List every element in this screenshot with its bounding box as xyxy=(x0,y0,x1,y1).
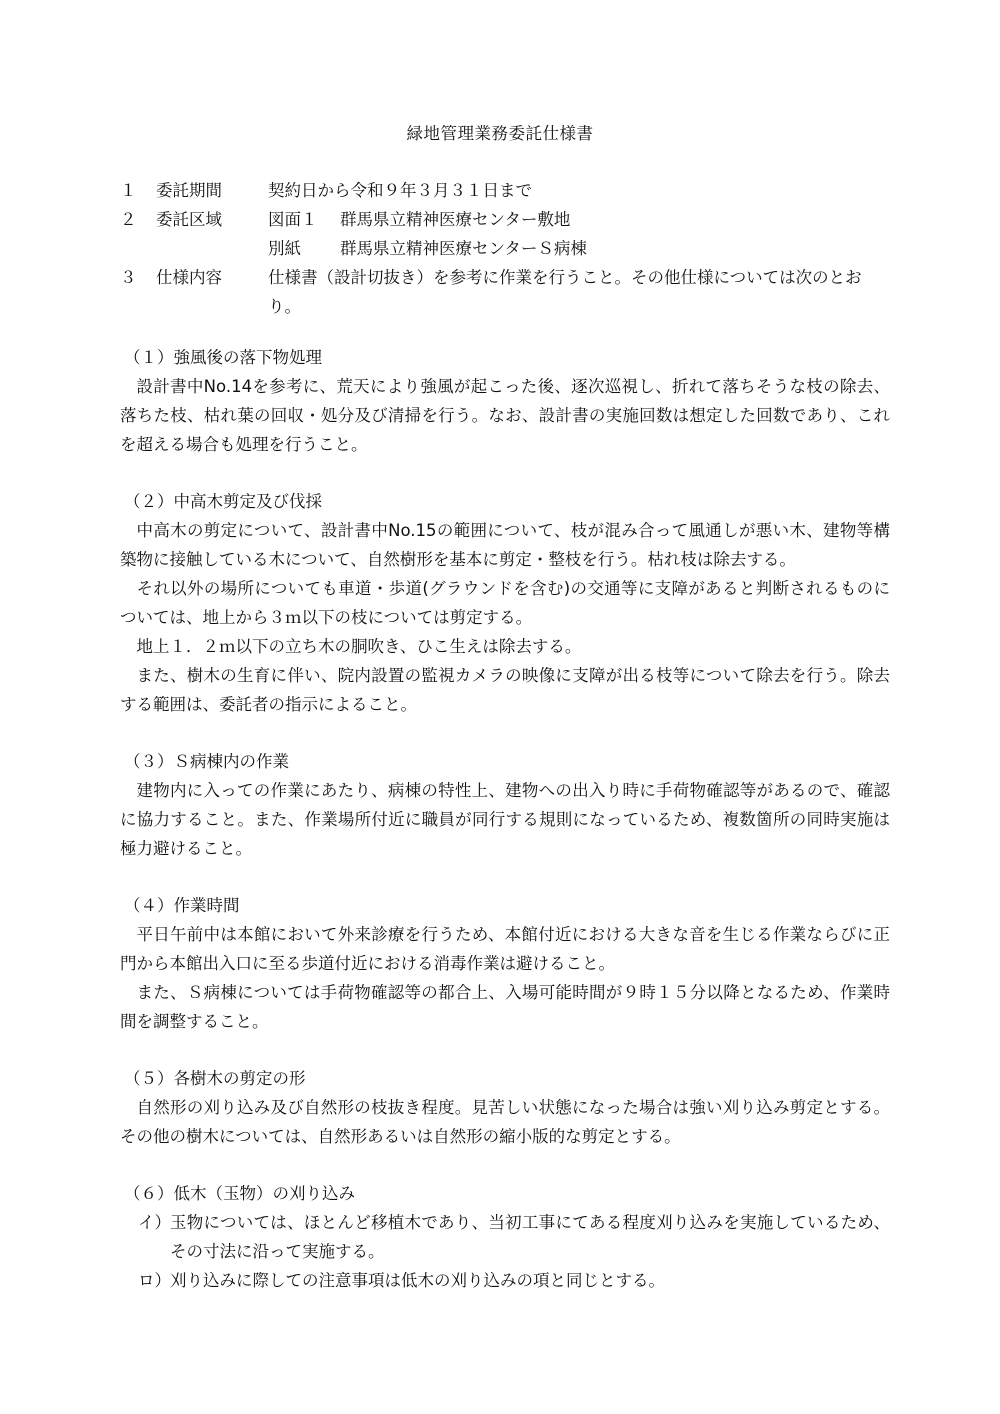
section-paragraph: また、Ｓ病棟については手荷物確認等の都合上、入場可能時間が９時１５分以降となるため、作業時間を調整すること。 xyxy=(120,983,890,1031)
item-number: １ xyxy=(120,181,137,200)
item-area xyxy=(120,205,890,263)
section-work-hours xyxy=(120,891,890,1036)
area-reference: 別紙 xyxy=(268,239,301,258)
section-title: （１）強風後の落下物処理 xyxy=(124,348,322,367)
area-name: 群馬県立精神医療センターＳ病棟 xyxy=(340,239,587,258)
document-title: 緑地管理業務委託仕様書 xyxy=(406,124,594,143)
item-value: 仕様書（設計切抜き）を参考に作業を行うこと。その他仕様については次のとおり。 xyxy=(268,268,862,316)
item-label: 仕様内容 xyxy=(156,268,222,287)
section-paragraph: 自然形の刈り込み及び自然形の枝抜き程度。見苦しい状態になった場合は強い刈り込み剪定とする。その他の樹木については、自然形あるいは自然形の縮小版的な剪定とする。 xyxy=(120,1098,890,1146)
item-number: ２ xyxy=(120,210,137,229)
list-item xyxy=(120,1266,890,1295)
area-entry xyxy=(268,205,890,234)
section-fallen-debris xyxy=(120,343,890,459)
section-tree-pruning xyxy=(120,487,890,719)
section-title: （３）Ｓ病棟内の作業 xyxy=(124,752,289,771)
section-paragraph: また、樹木の生育に伴い、院内設置の監視カメラの映像に支障が出る枝等について除去を行う。除去する範囲は、委託者の指示によること。 xyxy=(120,666,890,714)
section-paragraph: 地上１．２ｍ以下の立ち木の胴吹き、ひこ生えは除去する。 xyxy=(136,637,582,656)
area-name: 群馬県立精神医療センター敷地 xyxy=(340,210,571,229)
area-entry xyxy=(268,234,890,263)
section-paragraph: 建物内に入っての作業にあたり、病棟の特性上、建物への出入り時に手荷物確認等があるので、確認に協力すること。また、作業場所付近に職員が同行する規則になっているため、複数箇所の同時実施は極力避けること。 xyxy=(120,781,890,858)
section-title: （６）低木（玉物）の刈り込み xyxy=(124,1184,355,1203)
area-reference: 図面１ xyxy=(268,210,318,229)
list-marker: イ） xyxy=(138,1213,171,1232)
overview-items xyxy=(120,176,890,321)
section-ward-work xyxy=(120,747,890,863)
list-marker: ロ） xyxy=(138,1271,171,1290)
list-item xyxy=(120,1208,890,1266)
item-value: 契約日から令和９年３月３１日まで xyxy=(268,181,532,200)
section-title: （５）各樹木の剪定の形 xyxy=(124,1069,306,1088)
list-text: 刈り込みに際しての注意事項は低木の刈り込みの項と同じとする。 xyxy=(170,1271,665,1290)
section-paragraph: 中高木の剪定について、設計書中No.15の範囲について、枝が混み合って風通しが悪い木、建物等構築物に接触している木について、自然樹形を基本に剪定・整枝を行う。枯れ枝は除去する。 xyxy=(120,521,890,569)
section-pruning-shape xyxy=(120,1064,890,1151)
section-title: （２）中高木剪定及び伐採 xyxy=(124,492,322,511)
section-paragraph: それ以外の場所についても車道・歩道(グラウンドを含む)の交通等に支障があると判断されるものについては、地上から３ｍ以下の枝については剪定する。 xyxy=(120,579,890,627)
item-spec xyxy=(120,263,890,321)
list-text: 玉物については、ほとんど移植木であり、当初工事にてある程度刈り込みを実施しているため、その寸法に沿って実施する。 xyxy=(170,1213,890,1261)
item-label: 委託期間 xyxy=(156,181,222,200)
section-shrub-trimming xyxy=(120,1179,890,1295)
item-value xyxy=(268,205,890,263)
item-label: 委託区域 xyxy=(156,210,222,229)
spec-sections xyxy=(120,343,890,1323)
section-title: （４）作業時間 xyxy=(124,896,240,915)
item-period xyxy=(120,176,890,205)
section-paragraph: 平日午前中は本館において外来診療を行うため、本館付近における大きな音を生じる作業ならびに正門から本館出入口に至る歩道付近における消毒作業は避けること。 xyxy=(120,925,890,973)
item-number: ３ xyxy=(120,268,137,287)
section-paragraph: 設計書中No.14を参考に、荒天により強風が起こった後、逐次巡視し、折れて落ちそうな枝の除去、落ちた枝、枯れ葉の回収・処分及び清掃を行う。なお、設計書の実施回数は想定した回数であり、これを超える場合も処理を行うこと。 xyxy=(120,377,891,454)
